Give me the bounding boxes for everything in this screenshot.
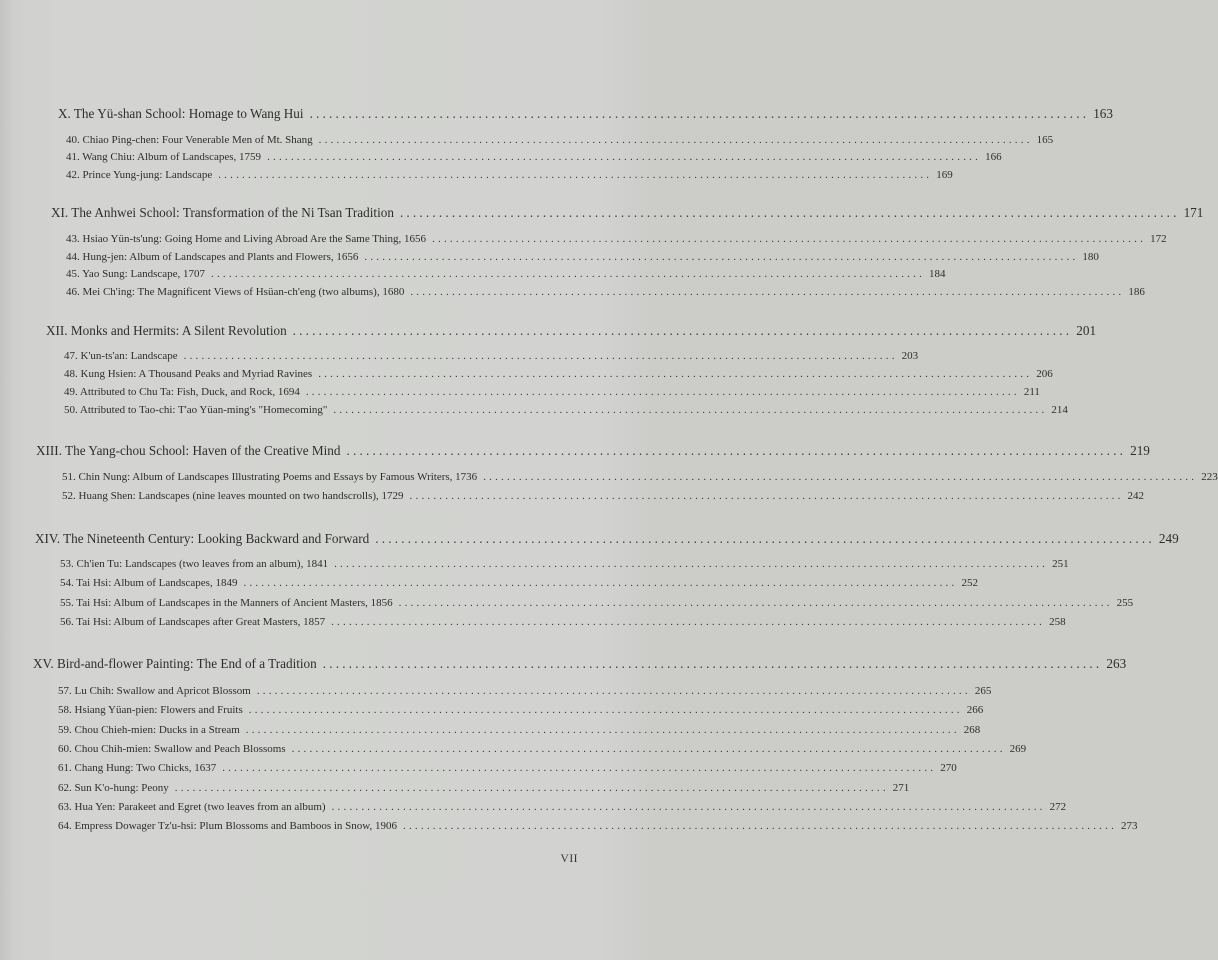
dot-leader: ........................................................................................................................ [331, 615, 1046, 628]
dot-leader: ........................................................................................................................ [291, 742, 1006, 755]
plate-entry-page-number: 268 [963, 723, 981, 736]
plate-entry-page-number: 223 [1201, 471, 1218, 483]
plate-entry-title: 61. Chang Hung: Two Chicks, 1637 [58, 762, 217, 775]
dot-leader: ........................................................................................................................ [410, 285, 1125, 298]
section-heading [36, 443, 1150, 459]
section-heading-page-number: 163 [1093, 106, 1113, 121]
plate-entry-title: 49. Attributed to Chu Ta: Fish, Duck, and Rock, 1694 [64, 386, 300, 398]
dot-leader: ........................................................................................................................ [318, 134, 1033, 146]
plate-entry [60, 615, 1066, 628]
plate-entry-title: 59. Chou Chieh-mien: Ducks in a Stream [58, 723, 240, 736]
plate-entry [62, 489, 1145, 502]
plate-entry [66, 151, 1002, 164]
dot-leader: ........................................................................................................................ [174, 781, 889, 794]
plate-entry-page-number: 266 [966, 704, 984, 717]
section-heading [46, 323, 1097, 339]
plate-entry-title: 44. Hung-jen: Album of Landscapes and Plants and Flowers, 1656 [66, 250, 359, 263]
dot-leader: ........................................................................................................................ [331, 800, 1046, 813]
dot-leader: ........................................................................................................................ [248, 704, 963, 717]
plate-entry [66, 268, 946, 280]
plate-entry [60, 596, 1134, 609]
dot-leader: ........................................................................................................................ [399, 205, 1180, 220]
section-heading-page-number: 171 [1183, 205, 1204, 220]
plate-entry [64, 386, 1040, 398]
section-heading-title: XIII. The Yang-chou School: Haven of the Creative Mind [36, 443, 341, 458]
section-heading-title: XI. The Anhwei School: Transformation of the Ni Tsan Tradition [51, 205, 394, 220]
plate-entry-title: 40. Chiao Ping-chen: Four Venerable Men of Mt. Shang [66, 134, 313, 146]
dot-leader: ........................................................................................................................ [375, 531, 1155, 546]
plate-entry [58, 685, 992, 697]
plate-entry [58, 762, 957, 775]
plate-entry-title: 63. Hua Yen: Parakeet and Egret (two leaves from an album) [58, 800, 326, 813]
plate-entry [58, 742, 1027, 755]
plate-entry-title: 56. Tai Hsi: Album of Landscapes after Great Masters, 1857 [60, 615, 326, 628]
plate-entry-page-number: 184 [929, 268, 946, 280]
section-heading-page-number: 263 [1106, 656, 1127, 671]
dot-leader: ........................................................................................................................ [333, 404, 1048, 416]
dot-leader: ........................................................................................................................ [211, 268, 926, 280]
plate-entry-page-number: 180 [1082, 250, 1099, 263]
plate-entry-page-number: 206 [1036, 368, 1053, 380]
plate-entry [66, 250, 1099, 263]
plate-entry-title: 48. Kung Hsien: A Thousand Peaks and Myriad Ravines [64, 368, 313, 380]
dot-leader: ........................................................................................................................ [218, 168, 933, 181]
plate-entry-page-number: 169 [936, 168, 953, 181]
plate-entry [58, 704, 984, 717]
plate-entry [64, 350, 919, 362]
section-heading-page-number: 249 [1158, 531, 1179, 546]
dot-leader: ........................................................................................................................ [409, 489, 1124, 502]
section-heading-title: X. The Yü-shan School: Homage to Wang Hui [58, 106, 304, 121]
section-heading [51, 205, 1204, 221]
plate-entry-title: 51. Chin Nung: Album of Landscapes Illustrating Poems and Essays by Famous Writers, 1736 [62, 471, 478, 483]
plate-entry [66, 168, 953, 181]
plate-entry-page-number: 272 [1049, 800, 1067, 813]
dot-leader: ........................................................................................................................ [305, 386, 1020, 398]
plate-entry-page-number: 252 [961, 577, 978, 590]
plate-entry [64, 368, 1053, 380]
plate-entry-title: 45. Yao Sung: Landscape, 1707 [66, 268, 206, 280]
plate-entry-title: 50. Attributed to Tao-chi: T'ao Yüan-ming's "Homecoming" [64, 404, 328, 416]
plate-entry-page-number: 251 [1052, 558, 1069, 570]
dot-leader: ........................................................................................................................ [483, 471, 1198, 483]
dot-leader: ........................................................................................................................ [322, 656, 1103, 671]
plate-entry [62, 471, 1218, 483]
plate-entry-page-number: 172 [1150, 233, 1167, 245]
plate-entry-title: 57. Lu Chih: Swallow and Apricot Blossom [58, 685, 251, 697]
plate-entry-title: 62. Sun K'o-hung: Peony [58, 781, 169, 794]
plate-entry-title: 55. Tai Hsi: Album of Landscapes in the Manners of Ancient Masters, 1856 [60, 596, 393, 609]
plate-entry-page-number: 165 [1036, 134, 1054, 146]
plate-entry [60, 577, 978, 590]
plate-entry-page-number: 255 [1116, 596, 1134, 609]
plate-entry-title: 47. K'un-ts'an: Landscape [64, 350, 178, 362]
plate-entry-page-number: 211 [1023, 386, 1040, 398]
dot-leader: ........................................................................................................................ [222, 762, 937, 775]
plate-entry [58, 723, 981, 736]
dot-leader: ........................................................................................................................ [346, 443, 1127, 458]
dot-leader: ........................................................................................................................ [398, 596, 1113, 609]
plate-entry-title: 46. Mei Ch'ing: The Magnificent Views of Hsüan-ch'eng (two albums), 1680 [66, 285, 405, 298]
plate-entry-page-number: 269 [1009, 742, 1027, 755]
plate-entry-page-number: 270 [940, 762, 957, 775]
plate-entry-page-number: 166 [985, 151, 1002, 164]
plate-entry-page-number: 271 [892, 781, 910, 794]
dot-leader: ........................................................................................................................ [318, 368, 1033, 380]
plate-entry-title: 41. Wang Chiu: Album of Landscapes, 1759 [66, 151, 262, 164]
plate-entry [66, 233, 1167, 245]
plate-entry-title: 58. Hsiang Yüan-pien: Flowers and Fruits [58, 704, 243, 717]
dot-leader: ........................................................................................................................ [292, 323, 1073, 338]
section-heading-title: XII. Monks and Hermits: A Silent Revolution [46, 323, 287, 338]
section-heading [35, 531, 1179, 547]
section-heading-page-number: 201 [1076, 323, 1097, 338]
plate-entry-title: 53. Ch'ien Tu: Landscapes (two leaves from an album), 1841 [60, 558, 329, 570]
section-heading [33, 656, 1127, 672]
dot-leader: ........................................................................................................................ [183, 350, 898, 362]
plate-entry-title: 42. Prince Yung-jung: Landscape [66, 168, 213, 181]
dot-leader: ........................................................................................................................ [267, 151, 982, 164]
plate-entry-page-number: 203 [901, 350, 919, 362]
plate-entry-page-number: 265 [974, 685, 992, 697]
plate-entry-title: 60. Chou Chih-mien: Swallow and Peach Blossoms [58, 742, 286, 755]
plate-entry-title: 54. Tai Hsi: Album of Landscapes, 1849 [60, 577, 238, 590]
plate-entry-page-number: 214 [1051, 404, 1068, 416]
plate-entry-page-number: 258 [1049, 615, 1066, 628]
section-heading-title: XV. Bird-and-flower Painting: The End of a Tradition [33, 656, 317, 671]
section-heading [58, 106, 1113, 122]
dot-leader: ........................................................................................................................ [245, 723, 960, 736]
plate-entry [58, 800, 1067, 813]
plate-entry [66, 134, 1054, 146]
dot-leader: ........................................................................................................................ [243, 577, 958, 590]
dot-leader: ........................................................................................................................ [309, 106, 1090, 121]
plate-entry [64, 404, 1068, 416]
plate-entry-page-number: 186 [1128, 285, 1145, 298]
plate-entry [66, 285, 1145, 298]
dot-leader: ........................................................................................................................ [364, 250, 1079, 263]
section-heading-title: XIV. The Nineteenth Century: Looking Backward and Forward [35, 531, 370, 546]
plate-entry [58, 820, 1138, 833]
page-folio: VII [560, 853, 578, 865]
dot-leader: ........................................................................................................................ [403, 820, 1118, 833]
plate-entry-title: 64. Empress Dowager Tz'u-hsi: Plum Blossoms and Bamboos in Snow, 1906 [58, 820, 398, 833]
plate-entry-page-number: 273 [1121, 820, 1138, 833]
dot-leader: ........................................................................................................................ [334, 558, 1049, 570]
dot-leader: ........................................................................................................................ [256, 685, 971, 697]
plate-entry [58, 781, 910, 794]
dot-leader: ........................................................................................................................ [432, 233, 1147, 245]
plate-entry-title: 52. Huang Shen: Landscapes (nine leaves mounted on two handscrolls), 1729 [62, 489, 404, 502]
plate-entry-page-number: 242 [1127, 489, 1145, 502]
plate-entry [60, 558, 1069, 570]
plate-entry-title: 43. Hsiao Yün-ts'ung: Going Home and Living Abroad Are the Same Thing, 1656 [66, 233, 427, 245]
section-heading-page-number: 219 [1130, 443, 1150, 458]
